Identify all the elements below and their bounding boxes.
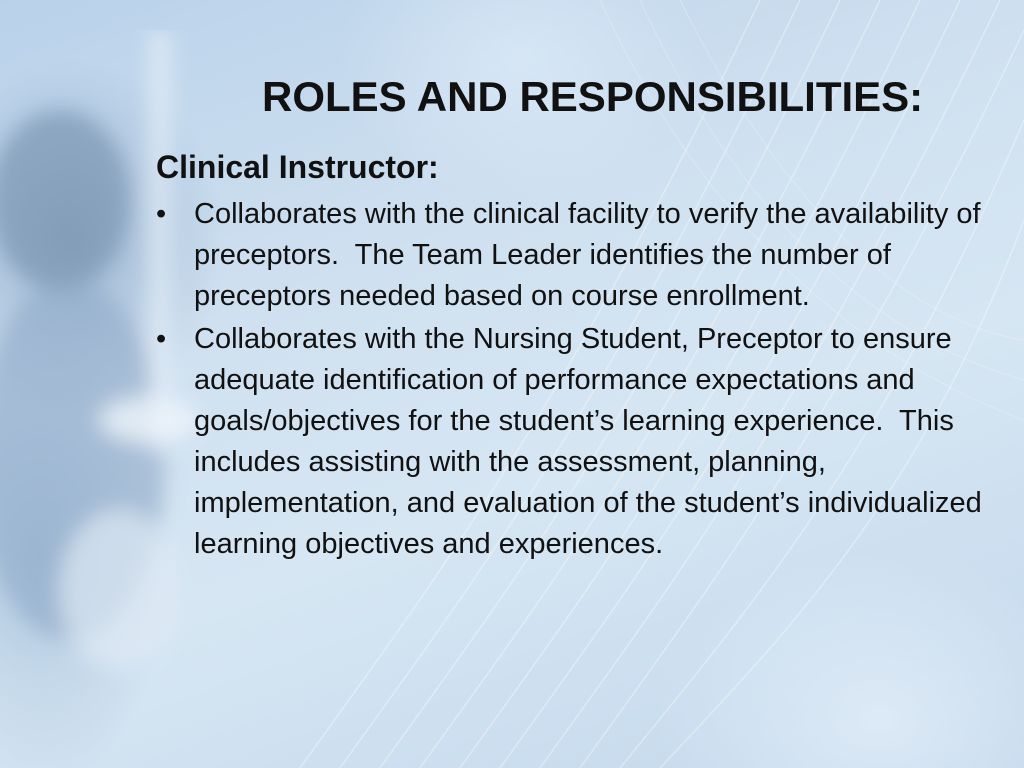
bullet-text: Collaborates with the Nursing Student, Preceptor to ensure adequate identification of performance expectations and goals/objectives for the student’s learning experience. This includes assisting with the assessment, planning, implementation, and evaluation of the student’s individualized learning objectives and experiences. [194, 323, 990, 560]
bullet-text: Collaborates with the clinical facility to verify the availability of preceptors. The Team Leader identifies the number of preceptors needed based on course enrollment. [194, 198, 989, 312]
bullet-item [156, 194, 989, 317]
slide-body [156, 144, 990, 567]
section-heading: Clinical Instructor: [156, 149, 439, 185]
bullet-marker: • [156, 198, 167, 230]
bullet-list [156, 194, 990, 565]
slide-title: ROLES AND RESPONSIBILITIES: [262, 73, 924, 120]
bullet-item [156, 319, 990, 565]
bullet-marker: • [156, 323, 167, 355]
